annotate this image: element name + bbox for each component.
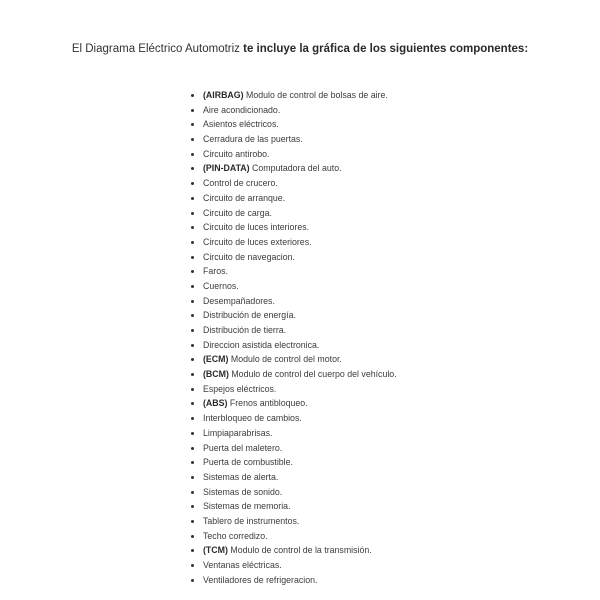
component-label: Aire acondicionado. [203, 104, 281, 115]
list-item [186, 455, 397, 470]
component-code: (AIRBAG) [203, 90, 244, 100]
component-label: Modulo de control del cuerpo del vehículo. [228, 369, 397, 380]
bullet-icon [191, 123, 194, 126]
bullet-icon [191, 197, 194, 200]
component-label: Circuito de luces interiores. [203, 222, 310, 233]
component-list [186, 88, 397, 587]
bullet-icon [191, 520, 194, 523]
list-item [186, 367, 397, 382]
component-label: Circuito antirobo. [203, 148, 270, 159]
page-heading [60, 41, 540, 58]
component-label: Circuito de navegacion. [203, 251, 295, 262]
component-label: Desempañadores. [203, 295, 275, 306]
bullet-icon [191, 344, 194, 347]
component-label: Circuito de carga. [203, 207, 272, 218]
bullet-icon [191, 358, 194, 361]
bullet-icon [191, 285, 194, 288]
component-code: (PIN-DATA) [203, 163, 250, 174]
component-code: (ECM) [203, 354, 229, 365]
component-label: Circuito de arranque. [203, 192, 286, 203]
component-label: Distribución de tierra. [203, 325, 287, 335]
list-item [186, 573, 397, 588]
component-label: Sistemas de alerta. [203, 471, 279, 482]
component-label: Direccion asistida electronica. [203, 339, 320, 350]
component-label: Tablero de instrumentos. [203, 515, 300, 526]
list-item [186, 206, 397, 221]
component-label: Puerta del maletero. [203, 442, 283, 453]
component-label: Puerta de combustible. [203, 457, 293, 468]
bullet-icon [191, 300, 194, 303]
list-item [186, 323, 397, 338]
component-label: Control de crucero. [203, 178, 278, 189]
component-label: Ventiladores de refrigeracion. [203, 574, 318, 585]
bullet-icon [191, 270, 194, 273]
bullet-icon [191, 402, 194, 405]
bullet-icon [191, 373, 194, 376]
bullet-icon [191, 138, 194, 141]
bullet-icon [191, 535, 194, 538]
component-label: Frenos antibloqueo. [227, 398, 308, 409]
bullet-icon [191, 329, 194, 332]
bullet-icon [191, 241, 194, 244]
list-item [186, 250, 397, 265]
component-label: Cuernos. [203, 280, 239, 291]
heading-bold-text: te incluye la gráfica de los siguientes componentes: [243, 43, 529, 55]
bullet-icon [191, 461, 194, 464]
component-label: Modulo de control del motor. [228, 354, 342, 365]
component-label: Circuito de luces exteriores. [203, 236, 312, 247]
list-item [186, 396, 397, 411]
component-label: Faros. [203, 266, 228, 277]
list-item [186, 235, 397, 250]
list-item [186, 308, 397, 323]
list-item [186, 264, 397, 279]
component-label: Modulo de control de la transmisión. [227, 545, 372, 556]
list-item [186, 117, 397, 132]
list-item [186, 338, 397, 353]
bullet-icon [191, 212, 194, 215]
bullet-icon [191, 314, 194, 317]
list-item [186, 279, 397, 294]
bullet-icon [191, 94, 194, 97]
list-item [186, 161, 397, 176]
list-item [186, 426, 397, 441]
list-item [186, 88, 397, 103]
list-item [186, 191, 397, 206]
component-label: Distribución de energía. [203, 310, 296, 321]
list-item [186, 441, 397, 456]
bullet-icon [191, 167, 194, 170]
list-item [186, 411, 397, 426]
bullet-icon [191, 388, 194, 391]
bullet-icon [191, 505, 194, 508]
list-item [186, 220, 397, 235]
list-item [186, 147, 397, 162]
list-item [186, 499, 397, 514]
component-code: (ABS) [203, 398, 228, 409]
list-item [186, 485, 397, 500]
bullet-icon [191, 476, 194, 479]
bullet-icon [191, 182, 194, 185]
component-label: Sistemas de memoria. [203, 501, 291, 512]
component-code: (BCM) [203, 369, 229, 380]
bullet-icon [191, 491, 194, 494]
list-item [186, 352, 397, 367]
bullet-icon [191, 109, 194, 112]
list-item [186, 529, 397, 544]
component-label: Cerradura de las puertas. [203, 134, 303, 145]
bullet-icon [191, 417, 194, 420]
list-item [186, 103, 397, 118]
bullet-icon [191, 564, 194, 567]
bullet-icon [191, 432, 194, 435]
list-item [186, 543, 397, 558]
component-label: Sistemas de sonido. [203, 486, 283, 497]
component-label: Limpiaparabrisas. [203, 427, 273, 438]
component-label: Espejos eléctricos. [203, 383, 277, 394]
component-label: Ventanas eléctricas. [203, 560, 282, 570]
component-label: Interbloqueo de cambios. [203, 413, 302, 424]
list-item [186, 294, 397, 309]
bullet-icon [191, 226, 194, 229]
bullet-icon [191, 153, 194, 156]
list-item [186, 558, 397, 573]
list-item [186, 470, 397, 485]
component-label: Modulo de control de bolsas de aire. [243, 90, 388, 100]
heading-normal-text: El Diagrama Eléctrico Automotriz [71, 43, 244, 55]
bullet-icon [191, 447, 194, 450]
component-label: Techo corredizo. [203, 530, 268, 541]
component-label: Computadora del auto. [249, 163, 342, 174]
bullet-icon [191, 579, 194, 582]
list-item [186, 514, 397, 529]
component-label: Asientos eléctricos. [203, 119, 279, 130]
list-item [186, 382, 397, 397]
list-item [186, 132, 397, 147]
bullet-icon [191, 549, 194, 552]
component-code: (TCM) [203, 545, 228, 556]
bullet-icon [191, 256, 194, 259]
list-item [186, 176, 397, 191]
